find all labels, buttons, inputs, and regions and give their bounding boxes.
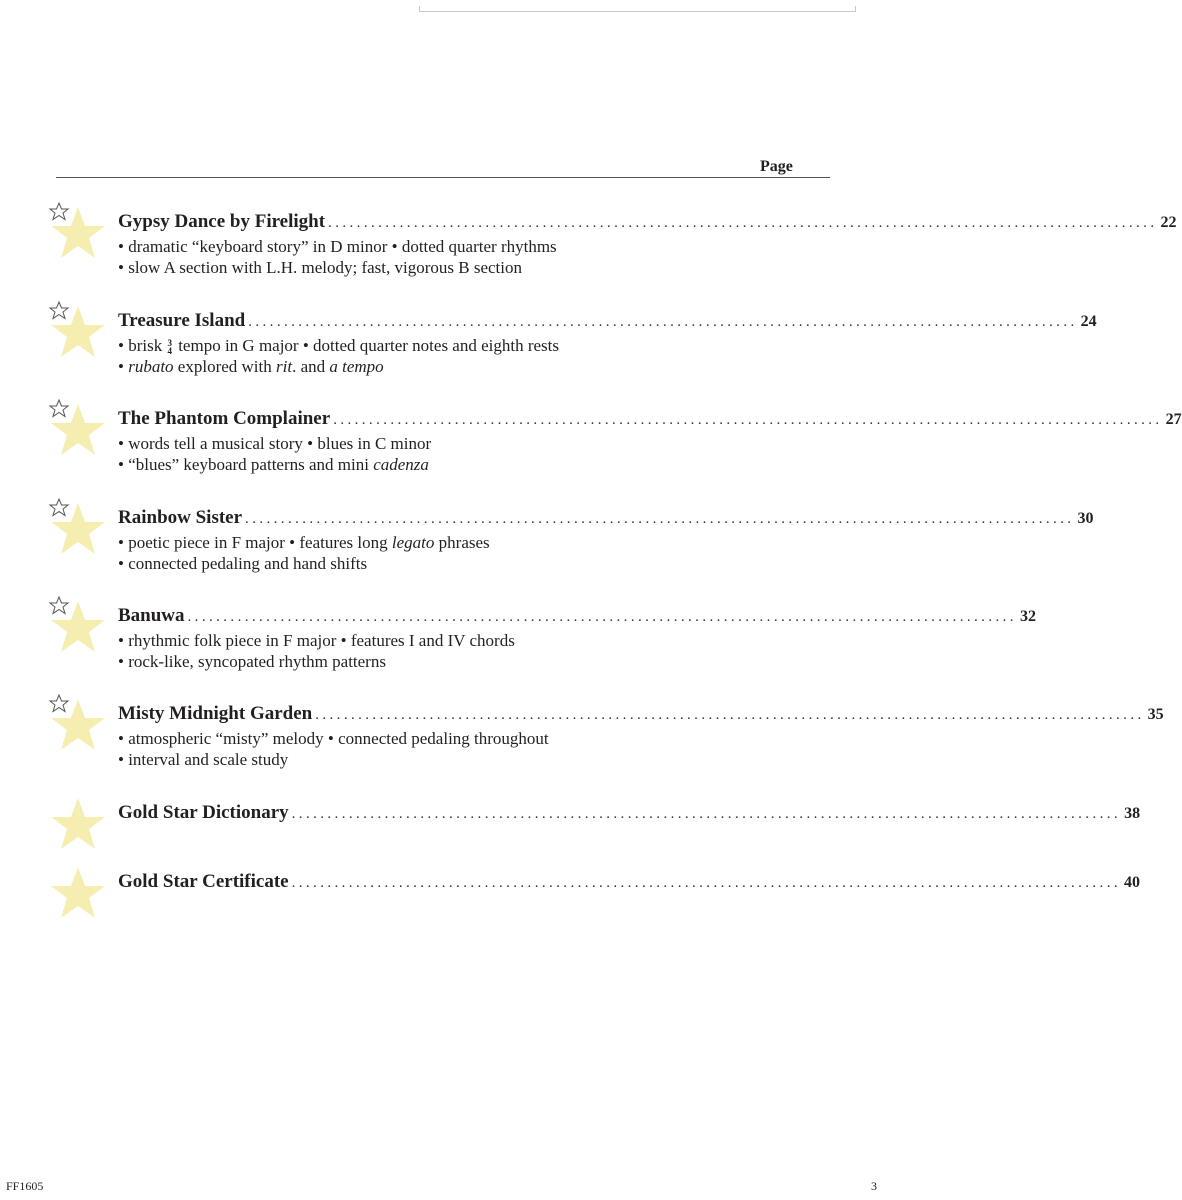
- footer-page-number: 3: [871, 1179, 877, 1193]
- entry-page-number: 35: [1147, 706, 1164, 723]
- entry-description-line: • dramatic “keyboard story” in D minor • dotted quarter rhythms: [118, 237, 557, 256]
- footer-code: FF1605: [6, 1179, 44, 1193]
- entry-description-line: • poetic piece in F major • features long legato phrases: [118, 533, 490, 552]
- entry-title[interactable]: Gold Star Dictionary: [118, 802, 289, 823]
- gold-star-icon: [46, 302, 106, 360]
- entry-title[interactable]: Banuwa: [118, 605, 185, 626]
- dot-leader: ....................................................................................................................: [315, 707, 1145, 723]
- entry-page-number: 22: [1160, 214, 1177, 231]
- gold-star-icon: [46, 203, 106, 261]
- entry-description-line: • connected pedaling and hand shifts: [118, 554, 368, 573]
- gold-star-icon: [46, 597, 106, 655]
- entry-page-number: 24: [1080, 313, 1097, 330]
- entry-title[interactable]: Gypsy Dance by Firelight: [118, 211, 326, 232]
- entry-title[interactable]: Gold Star Certificate: [118, 871, 289, 892]
- entry-description-line: • “blues” keyboard patterns and mini cadenza: [118, 455, 429, 474]
- dot-leader: ....................................................................................................................: [291, 806, 1122, 822]
- gold-star-icon: [46, 400, 106, 458]
- outline-star-icon: [50, 302, 68, 319]
- entry-description-line: • brisk 3 4 tempo in G major • dotted quarter notes and eighth rests: [118, 336, 560, 356]
- outline-star-icon: [50, 400, 68, 417]
- entry-page-number: 30: [1077, 510, 1094, 527]
- outline-star-icon: [50, 499, 68, 516]
- gold-star-icon: [46, 695, 106, 753]
- header-rule: [56, 177, 830, 178]
- gold-star-icon: [46, 499, 106, 557]
- dot-leader: ....................................................................................................................: [248, 314, 1078, 330]
- dot-leader: ....................................................................................................................: [245, 511, 1075, 527]
- time-signature: 3 4: [167, 338, 172, 356]
- entry-description-line: • interval and scale study: [118, 750, 289, 769]
- top-frame-rule: [419, 6, 856, 12]
- outline-star-icon: [50, 695, 68, 712]
- entry-description-line: • rubato explored with rit. and a tempo: [118, 357, 384, 376]
- outline-star-icon: [50, 597, 68, 614]
- entry-description-line: • rhythmic folk piece in F major • features I and IV chords: [118, 631, 515, 650]
- dot-leader: ....................................................................................................................: [187, 609, 1017, 625]
- outline-star-icon: [50, 203, 68, 220]
- entry-page-number: 40: [1124, 874, 1141, 891]
- dot-leader: ....................................................................................................................: [328, 215, 1158, 231]
- entry-page-number: 32: [1019, 608, 1036, 625]
- entry-page-number: 38: [1124, 805, 1141, 822]
- entry-title[interactable]: Misty Midnight Garden: [118, 703, 313, 724]
- entry-page-number: 27: [1165, 411, 1182, 428]
- dot-leader: ....................................................................................................................: [333, 412, 1163, 428]
- dot-leader: ....................................................................................................................: [291, 875, 1122, 891]
- entry-description-line: • words tell a musical story • blues in C minor: [118, 434, 432, 453]
- gold-star-icon: [46, 863, 106, 921]
- entry-description-line: • slow A section with L.H. melody; fast, vigorous B section: [118, 258, 523, 277]
- entry-title[interactable]: Treasure Island: [118, 310, 246, 331]
- page-column-header: Page: [760, 158, 793, 175]
- gold-star-icon: [46, 794, 106, 852]
- entry-title[interactable]: The Phantom Complainer: [118, 408, 331, 429]
- entry-description-line: • atmospheric “misty” melody • connected pedaling throughout: [118, 729, 549, 748]
- entry-title[interactable]: Rainbow Sister: [118, 507, 243, 528]
- entry-description-line: • rock-like, syncopated rhythm patterns: [118, 652, 386, 671]
